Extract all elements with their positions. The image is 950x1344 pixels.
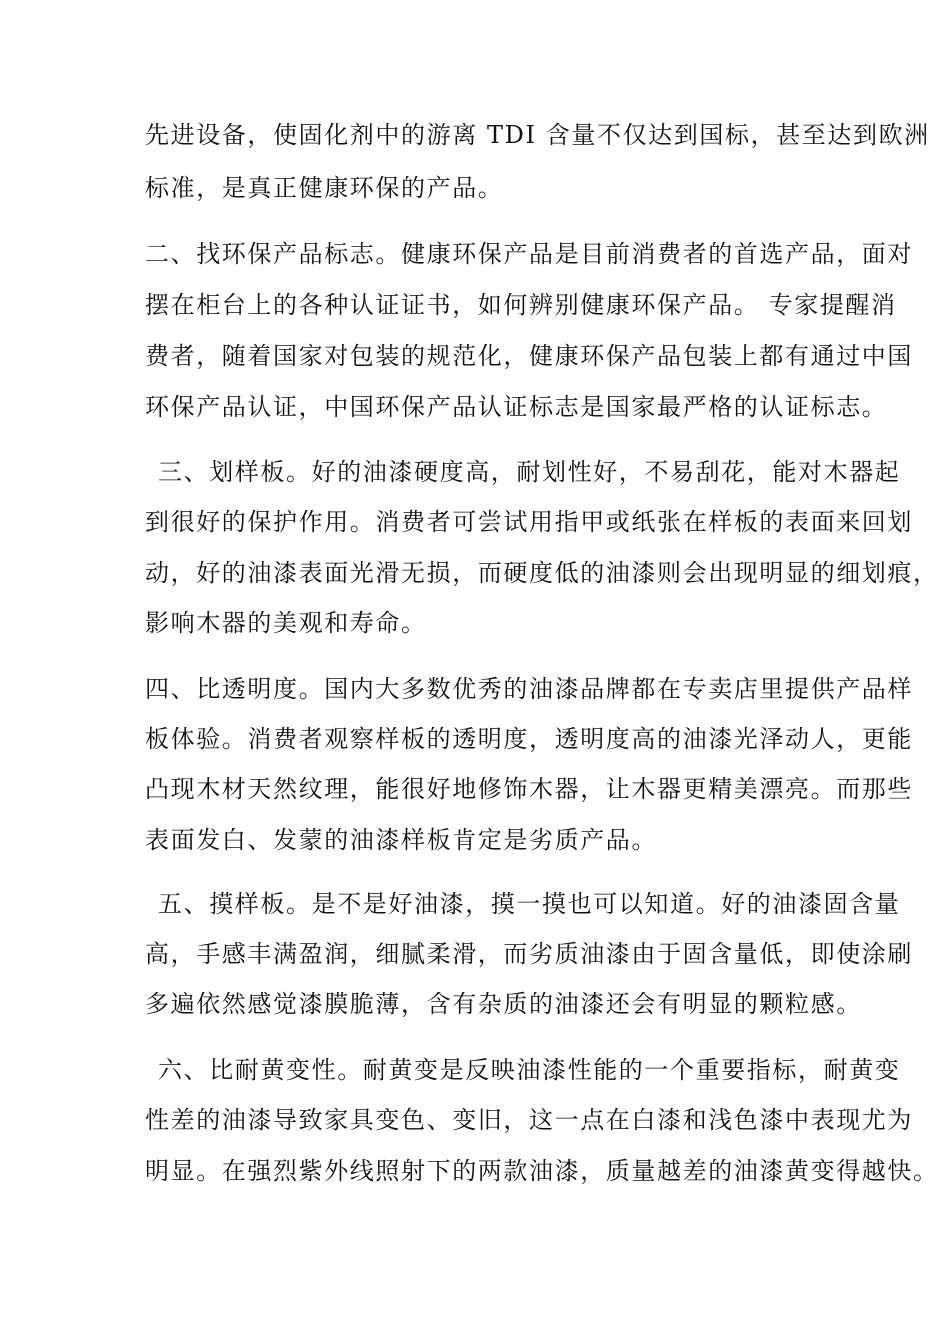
text-line: 到很好的保护作用。消费者可尝试用指甲或纸张在样板的表面来回划	[145, 508, 913, 536]
text-line: 五、摸样板。是不是好油漆，摸一摸也可以知道。好的油漆固含量	[158, 890, 901, 918]
text-line: 表面发白、发蒙的油漆样板肯定是劣质产品。	[145, 826, 657, 854]
text-line: 二、找环保产品标志。健康环保产品是目前消费者的首选产品，面对	[145, 240, 913, 268]
text-line: 明显。在强烈紫外线照射下的两款油漆，质量越差的油漆黄变得越快。	[145, 1157, 939, 1185]
text-line: 费者，随着国家对包装的规范化，健康环保产品包装上都有通过中国	[145, 342, 913, 370]
text-line: 影响木器的美观和寿命。	[145, 609, 427, 637]
text-line: 六、比耐黄变性。耐黄变是反映油漆性能的一个重要指标，耐黄变	[158, 1056, 901, 1084]
text-line: 板体验。消费者观察样板的透明度，透明度高的油漆光泽动人，更能	[145, 725, 913, 753]
text-line: 多遍依然感觉漆膜脆薄，含有杂质的油漆还会有明显的颗粒感。	[145, 990, 862, 1018]
text-line: 先进设备，使固化剂中的游离 TDI 含量不仅达到国标，甚至达到欧洲	[145, 121, 930, 149]
text-line: 凸现木材天然纹理，能很好地修饰木器，让木器更精美漂亮。而那些	[145, 775, 913, 803]
text-line: 摆在柜台上的各种认证证书，如何辨别健康环保产品。 专家提醒消	[145, 291, 897, 319]
text-line: 性差的油漆导致家具变色、变旧，这一点在白漆和浅色漆中表现尤为	[145, 1106, 913, 1134]
text-line: 动，好的油漆表面光滑无损，而硬度低的油漆则会出现明显的细划痕，	[145, 559, 939, 587]
text-line: 环保产品认证，中国环保产品认证标志是国家最严格的认证标志。	[145, 393, 888, 421]
text-line: 标准，是真正健康环保的产品。	[145, 174, 504, 202]
text-line: 高，手感丰满盈润，细腻柔滑，而劣质油漆由于固含量低，即使涂刷	[145, 940, 913, 968]
text-line: 三、划样板。好的油漆硬度高，耐划性好，不易刮花，能对木器起	[158, 458, 901, 486]
text-line: 四、比透明度。国内大多数优秀的油漆品牌都在专卖店里提供产品样	[145, 675, 913, 703]
